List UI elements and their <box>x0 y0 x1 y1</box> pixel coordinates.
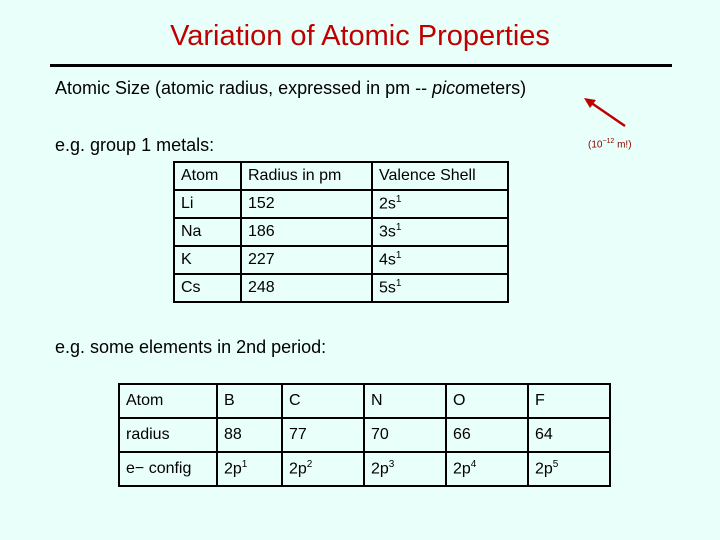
element-cell: C <box>282 384 364 418</box>
config-exponent: 4 <box>470 459 477 471</box>
config-cell <box>282 452 364 486</box>
table-row <box>174 274 508 302</box>
header-cell: Radius in pm <box>241 162 372 190</box>
config-base: 2p <box>453 460 471 478</box>
config-base: 2p <box>535 460 553 478</box>
shell-exponent: 1 <box>395 194 402 206</box>
subtitle <box>55 78 526 99</box>
picometer-note <box>588 138 632 150</box>
radius-cell: 66 <box>446 418 528 452</box>
shell-exponent: 1 <box>395 250 402 262</box>
config-base: 2p <box>371 460 389 478</box>
period2-table <box>118 383 611 487</box>
config-cell <box>446 452 528 486</box>
table-row <box>174 190 508 218</box>
shell-cell <box>372 246 508 274</box>
table-row <box>119 452 610 486</box>
page-title: Variation of Atomic Properties <box>170 20 550 52</box>
element-cell: F <box>528 384 610 418</box>
row-label-cell: Atom <box>119 384 217 418</box>
element-cell: N <box>364 384 446 418</box>
subtitle-italic: pico <box>432 78 466 98</box>
shell-base: 2s <box>379 195 396 213</box>
title-divider <box>50 64 672 67</box>
table-row <box>174 246 508 274</box>
note-exponent: −12 <box>602 138 615 145</box>
table-row <box>174 218 508 246</box>
radius-cell: 186 <box>241 218 372 246</box>
shell-base: 5s <box>379 279 396 297</box>
radius-cell: 77 <box>282 418 364 452</box>
row-label-cell: e− config <box>119 452 217 486</box>
radius-cell: 64 <box>528 418 610 452</box>
config-cell <box>217 452 282 486</box>
table-header-row <box>174 162 508 190</box>
config-base: 2p <box>289 460 307 478</box>
radius-cell: 70 <box>364 418 446 452</box>
header-cell: Valence Shell <box>372 162 508 190</box>
shell-base: 3s <box>379 223 396 241</box>
shell-exponent: 1 <box>395 222 402 234</box>
atom-cell: K <box>174 246 241 274</box>
subtitle-after: meters) <box>465 78 527 98</box>
element-cell: O <box>446 384 528 418</box>
shell-base: 4s <box>379 251 396 269</box>
radius-cell: 248 <box>241 274 372 302</box>
arrow-icon <box>580 96 630 136</box>
config-base: 2p <box>224 460 242 478</box>
shell-cell <box>372 274 508 302</box>
config-exponent: 1 <box>241 459 248 471</box>
table-row <box>119 418 610 452</box>
config-exponent: 5 <box>552 459 559 471</box>
atom-cell: Cs <box>174 274 241 302</box>
group1-table <box>173 161 509 303</box>
config-cell <box>364 452 446 486</box>
shell-exponent: 1 <box>395 278 402 290</box>
subtitle-before: Atomic Size (atomic radius, expressed in pm -- <box>55 78 433 98</box>
group1-label: e.g. group 1 metals: <box>55 135 215 155</box>
shell-cell <box>372 218 508 246</box>
config-exponent: 2 <box>306 459 313 471</box>
row-label-cell: radius <box>119 418 217 452</box>
radius-cell: 227 <box>241 246 372 274</box>
config-exponent: 3 <box>388 459 395 471</box>
note-close: m!) <box>614 139 632 151</box>
note-open: (10 <box>588 139 603 151</box>
shell-cell <box>372 190 508 218</box>
table-row <box>119 384 610 418</box>
radius-cell: 152 <box>241 190 372 218</box>
atom-cell: Na <box>174 218 241 246</box>
atom-cell: Li <box>174 190 241 218</box>
radius-cell: 88 <box>217 418 282 452</box>
period2-label: e.g. some elements in 2nd period: <box>55 337 327 357</box>
element-cell: B <box>217 384 282 418</box>
config-cell <box>528 452 610 486</box>
header-cell: Atom <box>174 162 241 190</box>
